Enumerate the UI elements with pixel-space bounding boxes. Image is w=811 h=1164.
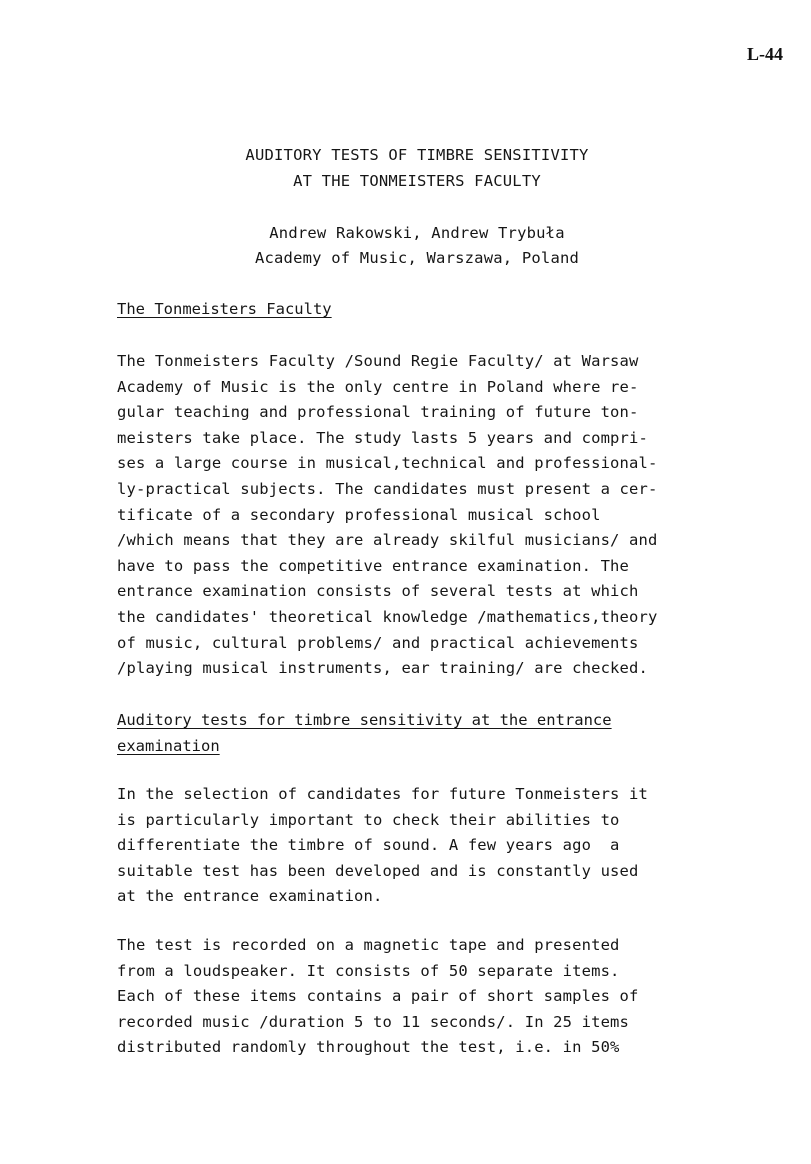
text-line: In the selection of candidates for future Tonmeisters it <box>117 785 648 803</box>
text-line: Academy of Music is the only centre in Poland where re- <box>117 377 639 396</box>
page-number-label: L-44 <box>747 44 783 64</box>
paper-title-line-2: AT THE TONMEISTERS FACULTY <box>293 172 541 190</box>
paragraph-candidate-selection <box>117 782 717 910</box>
section-heading-tonmeisters-faculty: The Tonmeisters Faculty <box>117 300 332 318</box>
authors: Andrew Rakowski, Andrew Trybuła <box>269 224 565 242</box>
text-line: recorded music /duration 5 to 11 seconds/. In 25 items <box>117 1012 630 1031</box>
text-line: tificate of a secondary professional musical school <box>117 505 601 524</box>
section-heading-auditory-tests <box>117 707 687 759</box>
text-line: The Tonmeisters Faculty /Sound Regie Faculty/ at Warsaw <box>117 352 639 370</box>
text-line: of music, cultural problems/ and practical achievements <box>117 633 639 652</box>
text-line: /playing musical instruments, ear training/ are checked. <box>117 659 648 678</box>
text-line: distributed randomly throughout the test, i.e. in 50% <box>117 1038 620 1057</box>
text-line: have to pass the competitive entrance examination. The <box>117 556 630 575</box>
heading-line: Auditory tests for timbre sensitivity at the entrance <box>117 711 612 729</box>
paragraph-test-description <box>117 933 717 1061</box>
text-line: the candidates' theoretical knowledge /mathematics,theory <box>117 607 658 626</box>
text-line: ses a large course in musical,technical and professional- <box>117 454 658 473</box>
text-line: Each of these items contains a pair of short samples of <box>117 987 639 1006</box>
text-line: differentiate the timbre of sound. A few years ago a <box>117 836 620 855</box>
text-line: at the entrance examination. <box>117 887 383 906</box>
text-line: from a loudspeaker. It consists of 50 separate items. <box>117 961 620 980</box>
text-line: entrance examination consists of several tests at which <box>117 582 639 601</box>
text-line: is particularly important to check their abilities to <box>117 810 620 829</box>
heading-line: examination <box>117 737 220 755</box>
text-line: The test is recorded on a magnetic tape and presented <box>117 936 620 954</box>
text-line: ly-practical subjects. The candidates must present a cer- <box>117 479 658 498</box>
text-line: meisters take place. The study lasts 5 years and compri- <box>117 428 648 447</box>
text-line: gular teaching and professional training of future ton- <box>117 403 639 422</box>
paper-title-line-1: AUDITORY TESTS OF TIMBRE SENSITIVITY <box>245 146 589 164</box>
text-line: /which means that they are already skilful musicians/ and <box>117 531 658 550</box>
text-line: suitable test has been developed and is constantly used <box>117 861 639 880</box>
paragraph-faculty-description <box>117 349 717 682</box>
affiliation: Academy of Music, Warszawa, Poland <box>254 249 580 267</box>
